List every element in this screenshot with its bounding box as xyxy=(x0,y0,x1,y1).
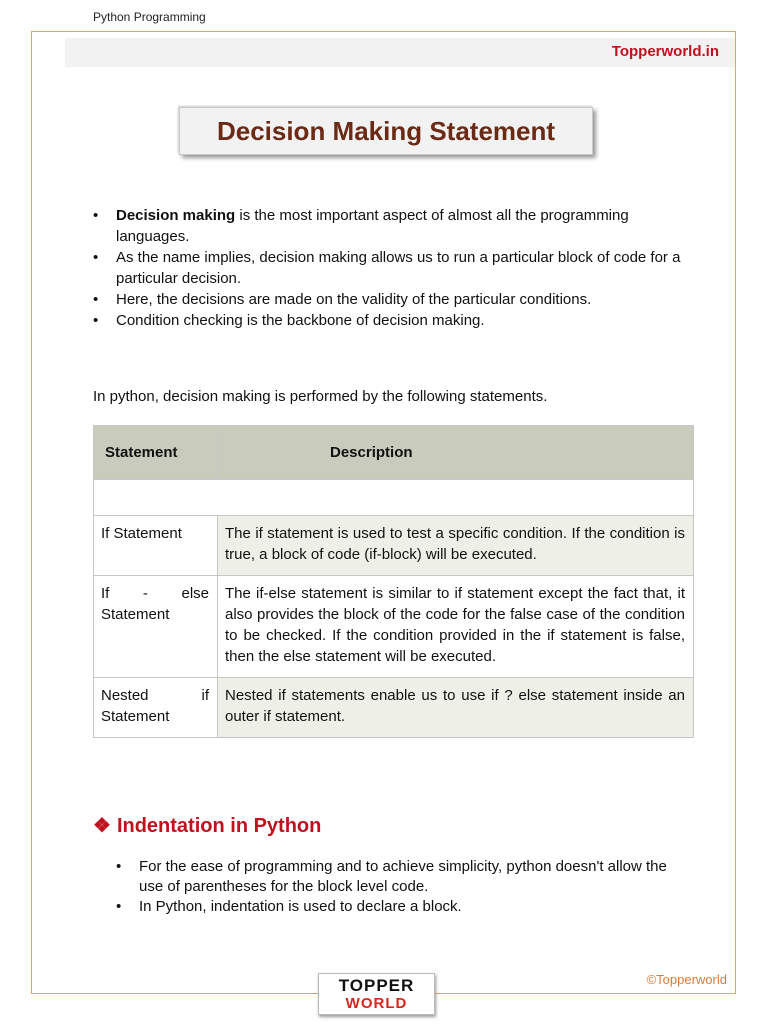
table-row xyxy=(94,516,694,576)
bullet-text: As the name implies, decision making allows us to run a particular block of code for a particular decision. xyxy=(116,249,681,287)
list-item xyxy=(93,289,683,310)
section-heading xyxy=(93,813,321,838)
bullet-dot-icon: • xyxy=(93,249,99,266)
table-row xyxy=(94,576,694,678)
table-spacer-row xyxy=(94,480,694,516)
bullet-dot-icon: • xyxy=(116,858,122,875)
indentation-bullet-list xyxy=(116,857,676,917)
table-row xyxy=(94,678,694,738)
bullet-text: is the most important aspect of almost all the programming languages. xyxy=(116,207,629,245)
statement-cell: If - else Statement xyxy=(94,576,218,678)
bullet-text: For the ease of programming and to achieve simplicity, python doesn't allow the use of parentheses for the block level code. xyxy=(139,858,667,895)
topperworld-logo xyxy=(318,973,435,1015)
section-title: Indentation in Python xyxy=(116,815,322,837)
description-cell: The if statement is used to test a specific condition. If the condition is true, a block of code (if-block) will be executed. xyxy=(218,516,694,576)
description-cell: The if-else statement is similar to if statement except the fact that, it also provides the block of the code for the false case of the condition to be checked. If the condition provided in the if statement is false, then the else statement will be executed. xyxy=(218,576,694,678)
list-item xyxy=(116,857,676,897)
description-cell: Nested if statements enable us to use if ? else statement inside an outer if statement. xyxy=(218,678,694,738)
copyright-text: ©Topperworld xyxy=(646,972,727,987)
page-title: Decision Making Statement xyxy=(216,115,556,146)
list-item xyxy=(93,310,683,331)
list-item xyxy=(93,205,683,247)
bullet-text: In Python, indentation is used to declare a block. xyxy=(139,898,462,915)
intro-paragraph: In python, decision making is performed by the following statements. xyxy=(93,388,548,405)
bullet-dot-icon: • xyxy=(93,312,99,329)
diamond-bullet-icon: ❖ xyxy=(93,815,111,837)
column-header-statement: Statement xyxy=(94,426,218,480)
list-item xyxy=(116,897,676,917)
bullet-text: Here, the decisions are made on the validity of the particular conditions. xyxy=(116,291,592,308)
logo-line-1: TOPPER xyxy=(338,976,415,995)
column-header-description: Description xyxy=(218,426,694,480)
bullet-dot-icon: • xyxy=(93,207,99,224)
bullet-text: Condition checking is the backbone of decision making. xyxy=(116,312,485,329)
bullet-dot-icon: • xyxy=(93,291,99,308)
bullet-dot-icon: • xyxy=(116,898,122,915)
logo-line-2: WORLD xyxy=(345,995,408,1012)
statement-cell: Nested if Statement xyxy=(94,678,218,738)
brand-name[interactable]: Topperworld.in xyxy=(611,43,719,60)
statement-table xyxy=(93,425,694,738)
bullet-bold-text: Decision making xyxy=(116,207,236,224)
statement-cell: If Statement xyxy=(94,516,218,576)
intro-bullet-list xyxy=(93,205,683,331)
list-item xyxy=(93,247,683,289)
course-label: Python Programming xyxy=(93,10,206,24)
brand-bar xyxy=(65,38,735,67)
table-header-row xyxy=(94,426,694,480)
title-box xyxy=(179,107,593,155)
